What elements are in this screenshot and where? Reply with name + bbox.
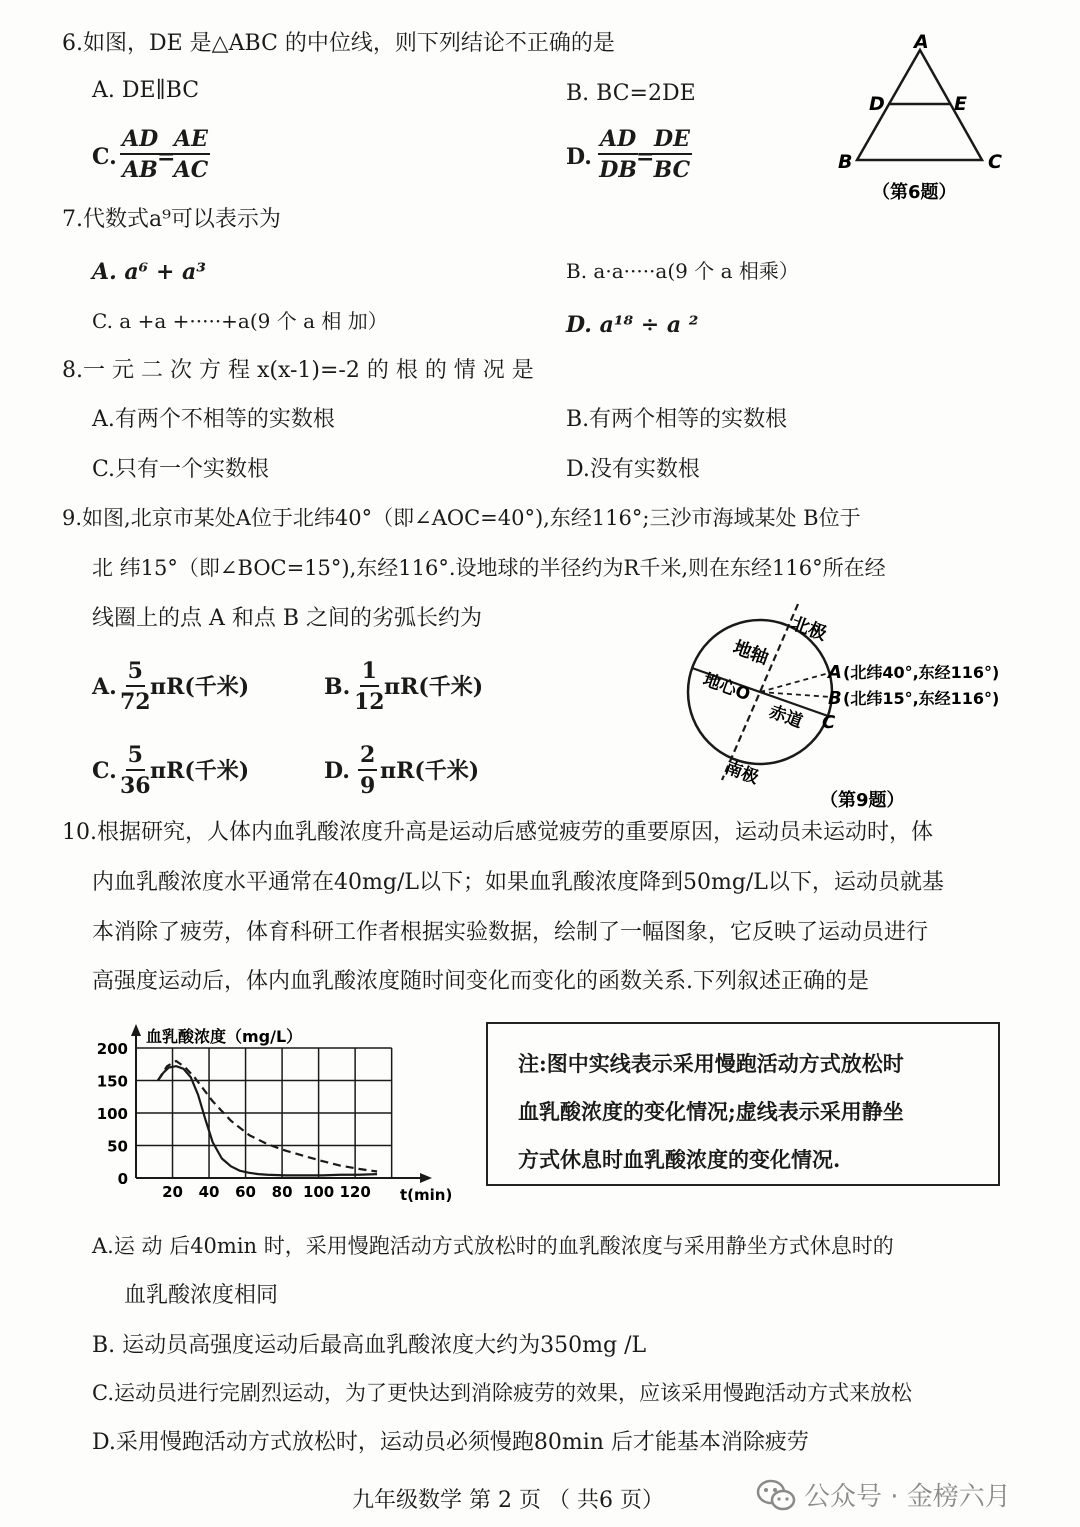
q8-option-c: C.只有一个实数根 (92, 457, 270, 482)
denominator: 72 (120, 689, 151, 715)
q6-option-c-label: C. (92, 144, 117, 170)
denominator: 9 (360, 773, 376, 799)
q9-figure-caption: （第9题） (820, 790, 905, 811)
south-pole-label: 南极 (722, 757, 762, 789)
q6-triangle-figure (830, 28, 1010, 208)
denominator: AB (122, 157, 158, 183)
point-c-label: C (822, 712, 836, 733)
q9-globe-figure (680, 598, 1020, 820)
q6-stem: 6.如图，DE 是△ABC 的中位线，则下列结论不正确的是 (62, 31, 615, 56)
q10-option-b: B. 运动员高强度运动后最高血乳酸浓度大约为350mg /L (92, 1333, 647, 1358)
denominator: AC (173, 157, 209, 183)
y-tick-label: 50 (107, 1137, 128, 1156)
earth-axis-label: 地轴 (730, 636, 772, 670)
denominator: 12 (354, 689, 385, 715)
option-value: πR(千米) (150, 674, 250, 700)
numerator: 5 (126, 744, 145, 771)
q6-d-fraction-2 (652, 128, 692, 181)
label-c: C (988, 151, 1002, 173)
q6-c-fraction-2 (172, 128, 210, 181)
q8-stem: 8.一 元 二 次 方 程 x(x-1)=-2 的 根 的 情 况 是 (62, 358, 534, 383)
x-tick-label: 120 (339, 1183, 371, 1201)
y-tick-label: 150 (96, 1072, 128, 1091)
point-b-label: B (828, 688, 842, 709)
wechat-icon (756, 1477, 796, 1513)
q8-option-a: A.有两个不相等的实数根 (92, 407, 335, 432)
numerator: AD (598, 128, 638, 155)
chart-series (158, 1061, 377, 1175)
option-label: B. (324, 674, 351, 700)
x-tick-label: 60 (235, 1183, 257, 1201)
q7-option-c: C. a +a +·····+a(9 个 a 相 加） (92, 309, 388, 333)
q10-option-a-line-2: 血乳酸浓度相同 (124, 1283, 279, 1308)
point-a-coordinates: (北纬40°,东经116°) (843, 663, 1000, 682)
series-line-jogging (158, 1066, 377, 1175)
label-b: B (838, 151, 853, 173)
equator-label: 赤道 (766, 701, 806, 733)
q10-stem-line-4: 高强度运动后，体内血乳酸浓度随时间变化而变化的函数关系.下列叙述正确的是 (92, 969, 869, 994)
y-tick-label: 0 (117, 1170, 128, 1188)
q9-stem-line-2: 北 纬15°（即∠BOC=15°),东经116°.设地球的半径约为R千米,则在东经116°所在经 (92, 556, 886, 580)
numerator: AE (172, 128, 210, 155)
option-fraction (354, 660, 385, 713)
note-line-2: 血乳酸浓度的变化情况;虚线表示采用静坐 (518, 1099, 904, 1124)
q8-option-b: B.有两个相等的实数根 (566, 407, 788, 432)
option-value: πR(千米) (150, 758, 250, 784)
q6-c-fraction-1 (120, 128, 160, 181)
option-value: πR(千米) (380, 758, 480, 784)
option-fraction (120, 744, 151, 797)
x-tick-label: 80 (271, 1183, 293, 1201)
option-label: C. (92, 758, 117, 784)
q10-stem-line-2: 内血乳酸浓度水平通常在40mg/L以下；如果血乳酸浓度降到50mg/L以下，运动员就基 (92, 870, 944, 895)
q7-option-b: B. a·a·····a(9 个 a 相乘） (566, 259, 799, 283)
watermark (756, 1476, 1011, 1513)
q6-d-fraction-1 (598, 128, 638, 181)
x-tick-label: 100 (302, 1183, 335, 1201)
q7-stem: 7.代数式a⁹可以表示为 (62, 207, 281, 232)
watermark-text: 公众号 · 金榜六月 (804, 1482, 1011, 1512)
denominator: DB (599, 157, 637, 183)
x-axis-arrow (420, 1173, 432, 1183)
numerator: DE (652, 128, 692, 155)
q9-stem-line-1: 9.如图,北京市某处A位于北纬40°（即∠AOC=40°),东经116°;三沙市海域某处 B位于 (62, 506, 861, 530)
numerator: 5 (126, 660, 145, 687)
north-pole-label: 北极 (788, 612, 830, 646)
label-d: D (869, 93, 885, 115)
y-tick-label: 100 (96, 1105, 128, 1123)
label-e: E (954, 93, 967, 115)
lactic-acid-chart (88, 1020, 468, 1210)
q10-stem-line-3: 本消除了疲劳，体育科研工作者根据实验数据，绘制了一幅图象，它反映了运动员进行 (92, 920, 929, 945)
q10-note-box (486, 1022, 1000, 1186)
point-a-label: A (828, 662, 842, 683)
q7-option-d: D. a¹⁸ ÷ a ² (566, 312, 699, 338)
denominator: 36 (120, 773, 151, 799)
option-label: A. (92, 674, 117, 700)
option-value: πR(千米) (384, 674, 484, 700)
numerator: 1 (360, 660, 379, 687)
y-tick-labels (97, 1040, 128, 1188)
q10-stem-line-1: 10.根据研究，人体内血乳酸浓度升高是运动后感觉疲劳的重要原因，运动员未运动时，体 (62, 820, 933, 845)
y-axis-arrow (131, 1024, 141, 1036)
numerator: AD (120, 128, 160, 155)
x-tick-labels (162, 1183, 371, 1201)
q10-option-d: D.采用慢跑活动方式放松时，运动员必须慢跑80min 后才能基本消除疲劳 (92, 1430, 809, 1455)
q10-option-c: C.运动员进行完剧烈运动，为了更快达到消除疲劳的效果，应该采用慢跑活动方式来放松 (92, 1381, 912, 1405)
equals-sign: = (636, 144, 655, 170)
x-tick-label: 20 (162, 1183, 183, 1201)
note-line-1: 注:图中实线表示采用慢跑活动方式放松时 (518, 1051, 904, 1076)
radius-oa (760, 673, 829, 692)
numerator: 2 (358, 744, 377, 771)
x-axis-label: t(min) (400, 1186, 453, 1204)
q6-option-b: B. BC=2DE (566, 81, 696, 106)
chart-title: 血乳酸浓度（mg/L） (146, 1027, 303, 1046)
y-tick-label: 200 (96, 1040, 128, 1058)
q6-option-a: A. DE∥BC (92, 78, 200, 103)
q9-stem-line-3: 线圈上的点 A 和点 B 之间的劣弧长约为 (92, 606, 483, 631)
q7-option-a: A. a⁶ + a³ (92, 259, 206, 285)
q8-option-d: D.没有实数根 (566, 457, 700, 482)
q6-option-d-label: D. (566, 144, 592, 170)
point-b-coordinates: (北纬15°,东经116°) (843, 689, 1000, 708)
option-fraction (358, 744, 377, 797)
label-a: A (914, 31, 929, 53)
equals-sign: = (157, 144, 176, 170)
option-label: D. (324, 758, 350, 784)
option-fraction (120, 660, 151, 713)
q6-figure-caption: （第6题） (872, 182, 957, 203)
page-footer: 九年级数学 第 2 页 （ 共6 页） (352, 1488, 664, 1513)
denominator: BC (653, 157, 691, 183)
note-line-3: 方式休息时血乳酸浓度的变化情况. (518, 1147, 841, 1172)
q10-option-a-line-1: A.运 动 后40min 时，采用慢跑活动方式放松时的血乳酸浓度与采用静坐方式休息时的 (92, 1234, 894, 1258)
earth-center-label: 地心O (700, 669, 753, 706)
x-tick-label: 40 (198, 1183, 220, 1201)
